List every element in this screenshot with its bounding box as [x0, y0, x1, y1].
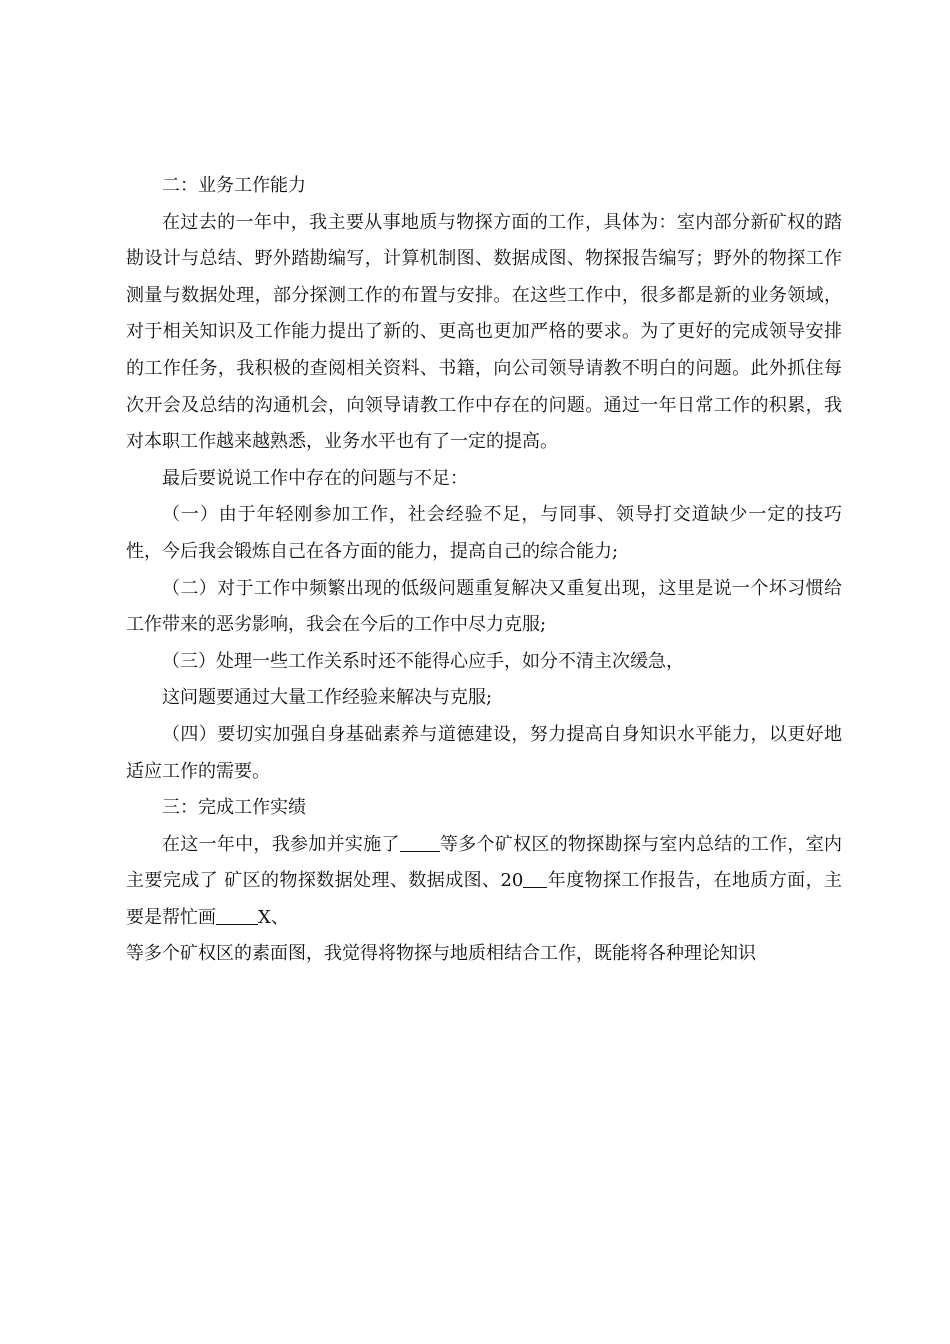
section-2-paragraph: 在过去的一年中，我主要从事地质与物探方面的工作，具体为：室内部分新矿权的踏勘设计与总结、野外踏勘编写，计算机制图、数据成图、物探报告编写；野外的物探工作测量与数据处理，部分探测工作的布置与安排。在这些工作中，很多都是新的业务领域，对于相关知识及工作能力提出了新的、更高也更加严格的要求。为了更好的完成领导安排的工作任务，我积极的查阅相关资料、书籍，向公司领导请教不明白的问题。此外抓住每次开会及总结的沟通机会，向领导请教工作中存在的问题。通过一年日常工作的积累，我对本职工作越来越熟悉，业务水平也有了一定的提高。: [126, 211, 842, 453]
fill-blank-2: [523, 865, 547, 888]
problem-item-1: （一）由于年轻刚参加工作，社会经验不足，与同事、领导打交道缺少一定的技巧性，今后我会锻炼自己在各方面的能力，提高自己的综合能力;: [126, 504, 842, 562]
problems-intro: 最后要说说工作中存在的问题与不足：: [162, 467, 468, 489]
document-body: [126, 168, 842, 973]
section-2-heading: 二：业务工作能力: [162, 175, 306, 196]
fill-blank-1: [400, 829, 440, 852]
section-3-text-b: 等多个矿权区的物探勘探与室内总结的工作，室内主要完成了 矿区的物探数据处理、数据成图、20: [126, 833, 843, 892]
section-3-paragraph-2: 等多个矿权区的素面图，我觉得将物探与地质相结合工作，既能将各种理论知识: [126, 943, 756, 965]
problem-item-3-continued: 这问题要通过大量工作经验来解决与克服;: [162, 687, 493, 709]
section-3-paragraph-1: [126, 827, 842, 937]
problem-item-3: （三）处理一些工作关系时还不能得心应手，如分不清主次缓急，: [162, 650, 684, 672]
section-3-text-a: 在这一年中，我参加并实施了: [162, 833, 400, 855]
section-3-text-c: 年度物探工作报告，在地质方面，主要是帮忙画: [126, 870, 843, 928]
section-3-text-d: X、: [258, 906, 289, 928]
problem-item-2: （二）对于工作中频繁出现的低级问题重复解决又重复出现，这里是说一个坏习惯给工作带来的恶劣影响，我会在今后的工作中尽力克服;: [126, 577, 842, 636]
problem-item-4: （四）要切实加强自身基础素养与道德建设，努力提高自身知识水平能力，以更好地适应工作的需要。: [126, 723, 842, 782]
section-3-heading: 三：完成工作实绩: [162, 797, 306, 819]
fill-blank-3: [216, 902, 258, 925]
